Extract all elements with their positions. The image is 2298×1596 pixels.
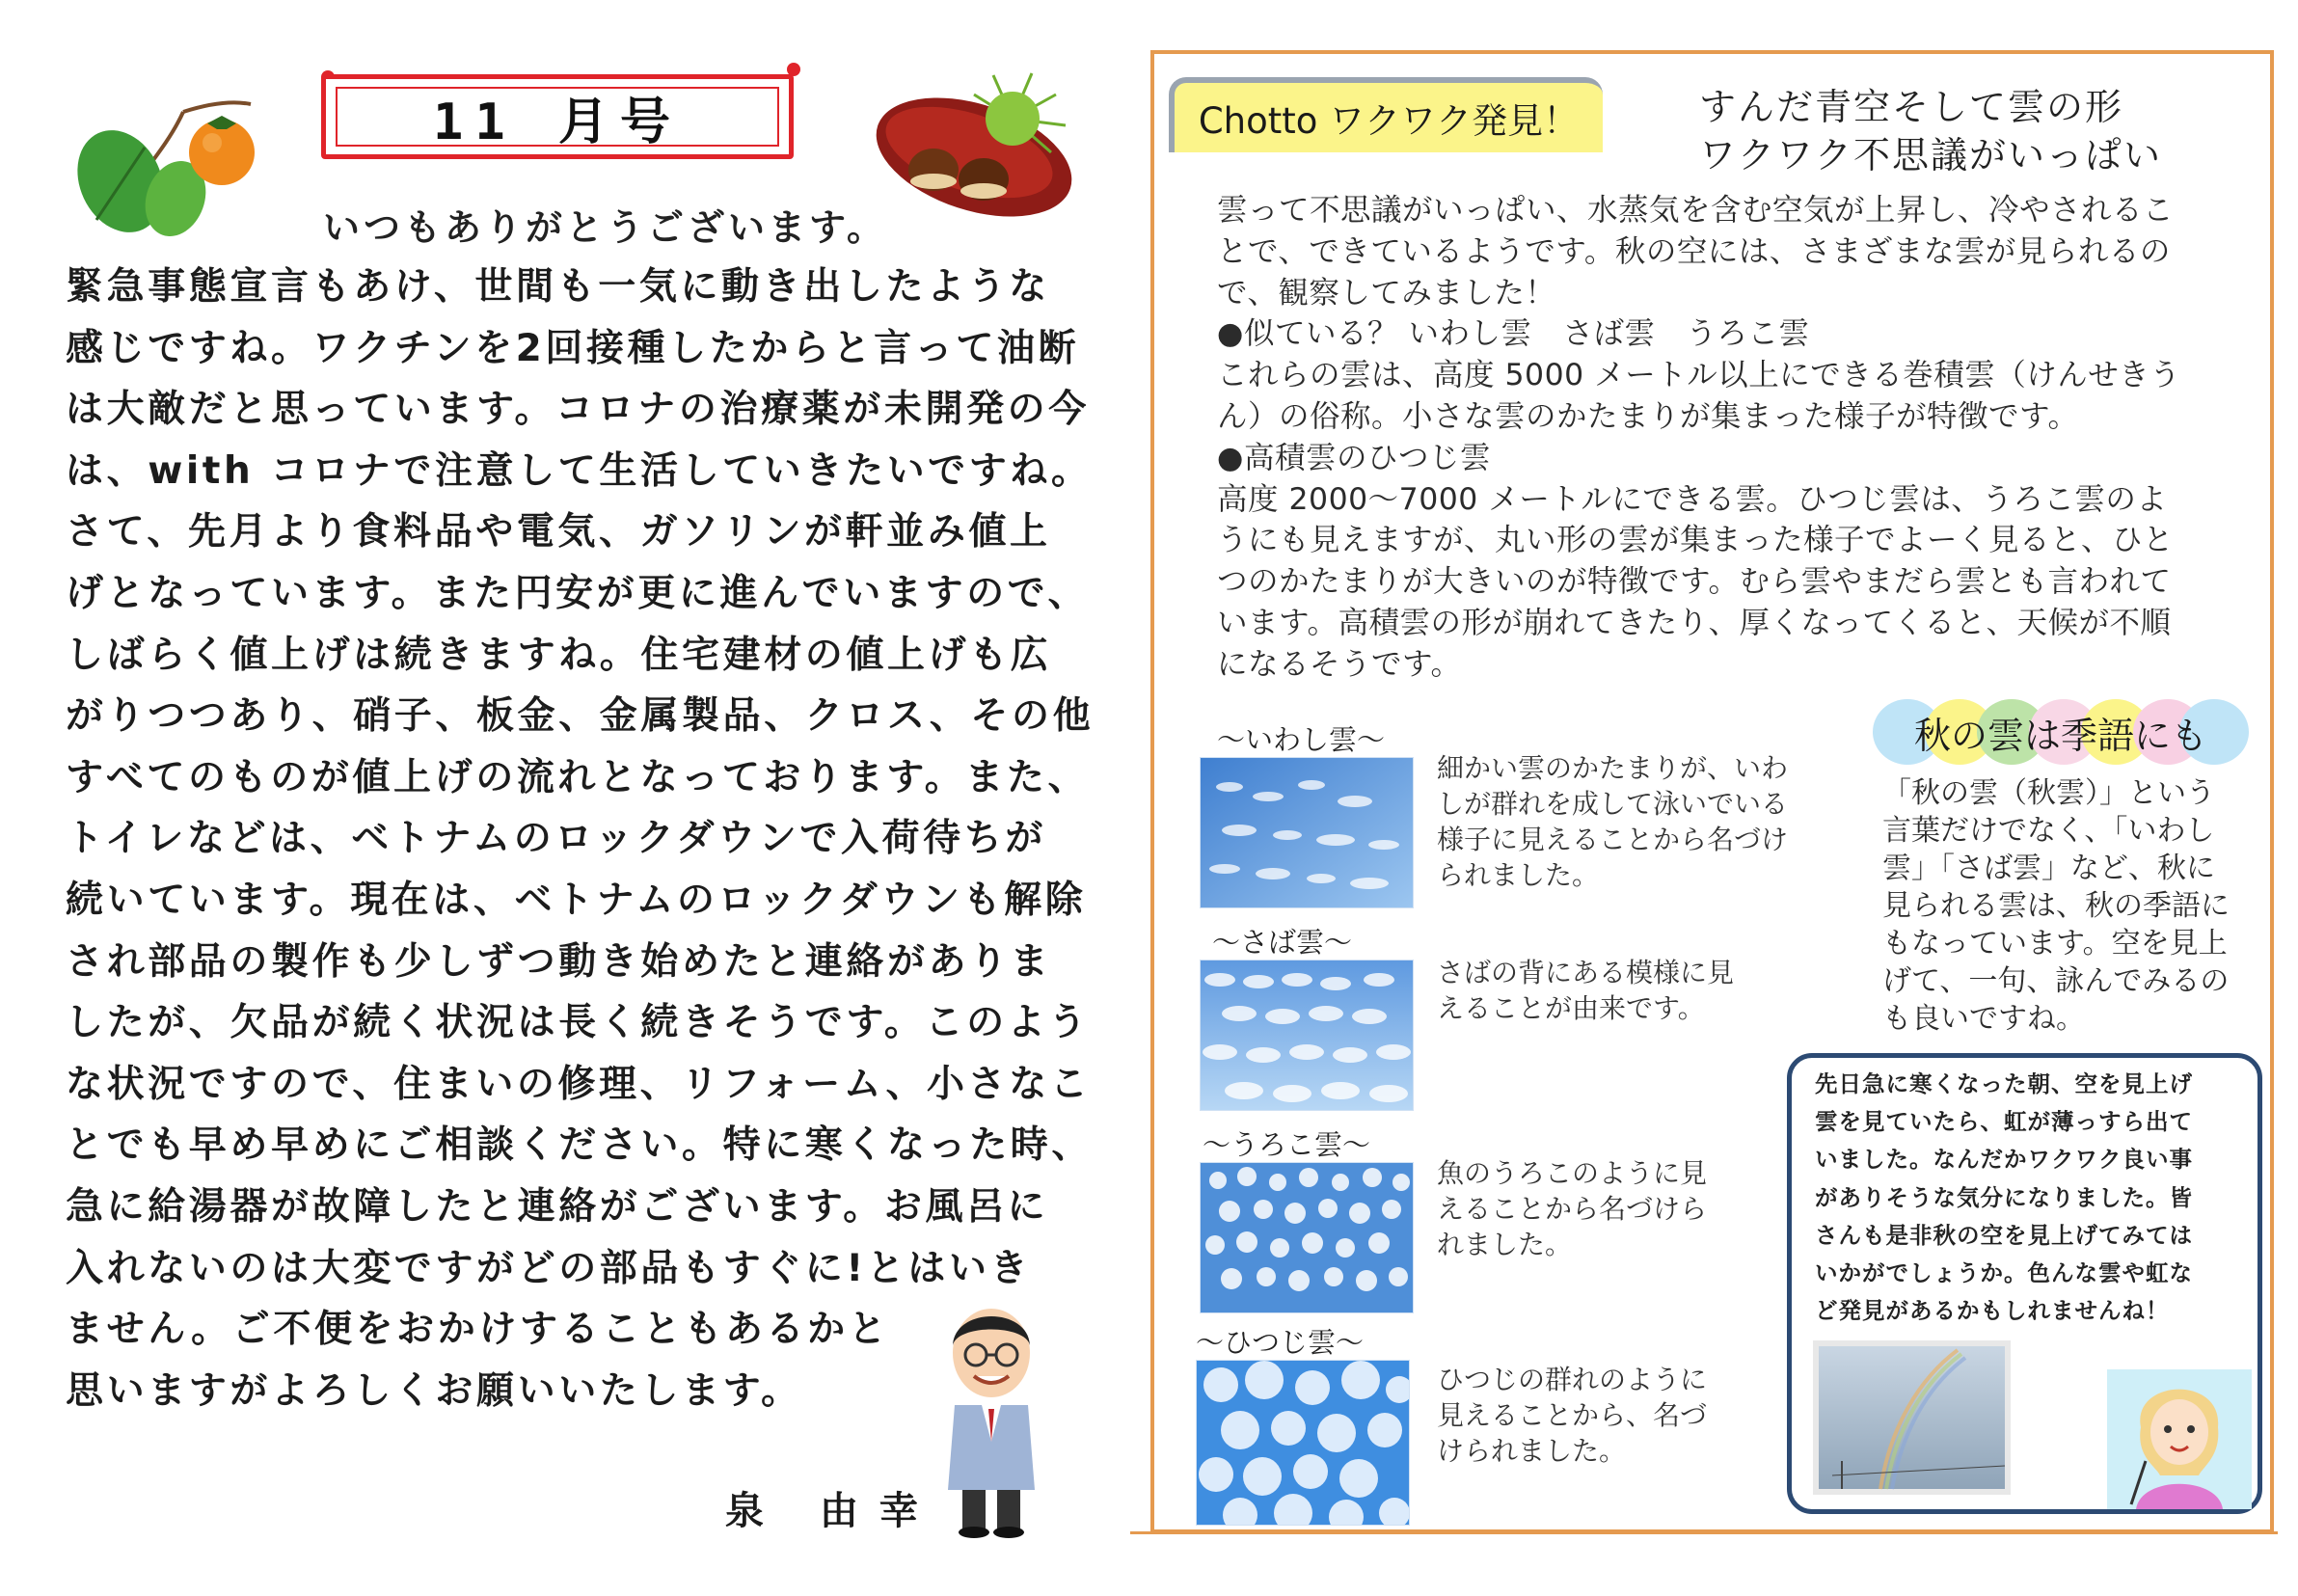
kigo-line: げて、一句、詠んでみるの [1882, 964, 2230, 998]
kigo-line: 雲」「さば雲」など、秋に [1882, 852, 2215, 885]
man-illustration [933, 1297, 1049, 1538]
letter-line: は、with コロナで注意して生活していきたいですね。 [66, 448, 1093, 493]
desc-line: 様子に見えることから名づけ [1437, 824, 1789, 855]
letter-line: な状況ですので、住まいの修理、リフォーム、小さなこ [66, 1062, 1092, 1106]
letter-line: 急に給湯器が故障したと連絡がございます。お風呂に [66, 1184, 1049, 1229]
letter-line: したが、欠品が続く状況は長く続きそうです。このよう [66, 1001, 1090, 1045]
desc-line: 見えることから、名づ [1437, 1399, 1708, 1431]
body-line: 高度 2000〜7000 メートルにできる雲。ひつじ雲は、うろこ雲のよ [1217, 481, 2168, 517]
desc-line: しが群れを成して泳いでいる [1437, 788, 1789, 820]
desc-line: ひつじの群れのように [1437, 1364, 1708, 1395]
kigo-title-bubbles [1873, 699, 2249, 765]
desc-line: えることから名づけら [1437, 1193, 1708, 1225]
cloud-label-hitsuji: 〜ひつじ雲〜 [1196, 1326, 1365, 1359]
cloud-label-saba: 〜さば雲〜 [1212, 926, 1353, 959]
kigo-line: 「秋の雲（秋雲）」という [1882, 776, 2215, 810]
kigo-text [1882, 774, 2249, 1038]
letter-line: 緊急事態宣言もあけ、世間も一気に動き出したような [66, 265, 1050, 309]
kigo-title: 秋の雲は季語にも [1913, 714, 2207, 757]
desc-line: さばの背にある模様に見 [1437, 957, 1735, 988]
desc-line: けられました。 [1437, 1435, 1627, 1467]
cloud-label-iwashi: 〜いわし雲〜 [1217, 723, 1386, 756]
letter-line: トイレなどは、ベトナムのロックダウンで入荷待ちが [66, 817, 1046, 861]
note-line: がありそうな気分になりました。皆 [1815, 1183, 2193, 1211]
chestnut-icon [868, 66, 1080, 230]
hitsuji-cloud-photo [1196, 1360, 1410, 1526]
uroko-cloud-photo [1200, 1162, 1414, 1313]
issue-title: 11 月号 [433, 93, 682, 151]
headline-2: ワクワク不思議がいっぱい [1699, 134, 2163, 176]
chotto-tab: Chotto ワクワク発見！ [1169, 77, 1603, 152]
letter-line: 感じですね。ワクチンを2回接種したからと言って油断 [66, 326, 1080, 370]
letter-line: 入れないのは大変ですがどの部品もすぐに!とはいき [66, 1246, 1032, 1290]
body-line: になるそうです。 [1217, 646, 1462, 682]
letter-line: げとなっています。また円安が更に進んでいますので、 [66, 571, 1090, 615]
note-line: 先日急に寒くなった朝、空を見上げ [1815, 1070, 2193, 1097]
greeting: いつもありがとうございます。 [323, 206, 887, 249]
body-line: います。高積雲の形が崩れてきたり、厚くなってくると、天候が不順 [1217, 605, 2172, 640]
note-line: いかがでしょうか。色んな雲や虹な [1815, 1259, 2193, 1287]
body-line: これらの雲は、高度 5000 メートル以上にできる巻積雲（けんせきう [1217, 358, 2181, 393]
desc-line: れました。 [1437, 1229, 1573, 1260]
body-line: とで、できているようです。秋の空には、さまざまな雲が見られるの [1217, 233, 2171, 269]
desc-line: 細かい雲のかたまりが、いわ [1437, 752, 1789, 784]
iwashi-cloud-photo [1200, 757, 1414, 908]
cloud-desc-iwashi [1437, 750, 1823, 893]
cloud-label-uroko: 〜うろこ雲〜 [1203, 1128, 1371, 1161]
body-line: 雲って不思議がいっぱい、水蒸気を含む空気が上昇し、冷やされるこ [1217, 193, 2175, 228]
letter-line: ません。ご不便をおかけすることもあるかと [66, 1308, 890, 1352]
cloud-desc-hitsuji [1437, 1362, 1823, 1469]
kigo-line: 見られる雲は、秋の季語に [1882, 889, 2230, 923]
issue-title-box [321, 74, 794, 159]
letter-line: され部品の製作も少しずつ動き始めたと連絡がありま [66, 939, 1052, 984]
letter-body [66, 257, 1141, 1421]
desc-line: えることが由来です。 [1437, 992, 1705, 1024]
kigo-line: 言葉だけでなく、「いわし [1882, 814, 2215, 848]
saba-cloud-photo [1200, 960, 1414, 1111]
letter-line: すべてのものが値上げの流れとなっております。また、 [66, 755, 1090, 799]
desc-line: られました。 [1437, 859, 1600, 891]
body-line: うにも見えますが、丸い形の雲が集まった様子でよーく見ると、ひと [1217, 523, 2175, 558]
desc-line: 魚のうろこのように見 [1437, 1157, 1708, 1189]
body-line: ん）の俗称。小さな雲のかたまりが集まった様子が特徴です。 [1217, 398, 2079, 434]
note-line: 雲を見ていたら、虹が薄っすら出て [1815, 1108, 2193, 1136]
woman-illustration [2107, 1369, 2252, 1509]
signature: 泉 由幸 [725, 1489, 939, 1533]
letter-line: 続いています。現在は、ベトナムのロックダウンも解除 [66, 878, 1087, 922]
letter-line: さて、先月より食料品や電気、ガソリンが軒並み値上 [66, 510, 1051, 555]
note-text [1815, 1066, 2239, 1330]
headline-1: すんだ青空そして雲の形 [1699, 86, 2124, 128]
letter-line: は大敵だと思っています。コロナの治療薬が未開発の今 [66, 388, 1090, 432]
letter-line: しばらく値上げは続きますね。住宅建材の値上げも広 [66, 633, 1052, 677]
persimmon-icon [68, 95, 260, 237]
letter-line: がりつつあり、硝子、板金、金属製品、クロス、その他 [66, 694, 1095, 739]
note-line: いました。なんだかワクワク良い事 [1815, 1146, 2193, 1174]
note-line: ど発見があるかもしれませんね！ [1815, 1297, 2170, 1325]
body-line: つのかたまりが大きいのが特徴です。むら雲やまだら雲とも言われて [1217, 564, 2172, 600]
rainbow-photo [1813, 1340, 2011, 1495]
note-line: さんも是非秋の空を見上げてみては [1815, 1221, 2193, 1249]
kigo-line: も良いですね。 [1882, 1002, 2085, 1036]
frame-underline [1130, 1531, 2278, 1534]
letter-line: 思いますがよろしくお願いいたします。 [66, 1368, 802, 1413]
cloud-desc-saba [1437, 955, 1823, 1026]
body-line: で、観察してみました！ [1217, 275, 1556, 311]
kigo-line: もなっています。空を見上 [1882, 927, 2228, 960]
body-line: ●似ている？ いわし雲 さば雲 うろこ雲 [1217, 316, 1810, 352]
letter-line: とでも早め早めにご相談ください。特に寒くなった時、 [66, 1123, 1094, 1168]
article-body [1217, 190, 2239, 686]
cloud-desc-uroko [1437, 1155, 1823, 1262]
body-line: ●高積雲のひつじ雲 [1217, 440, 1491, 475]
left-page [0, 0, 1138, 1596]
